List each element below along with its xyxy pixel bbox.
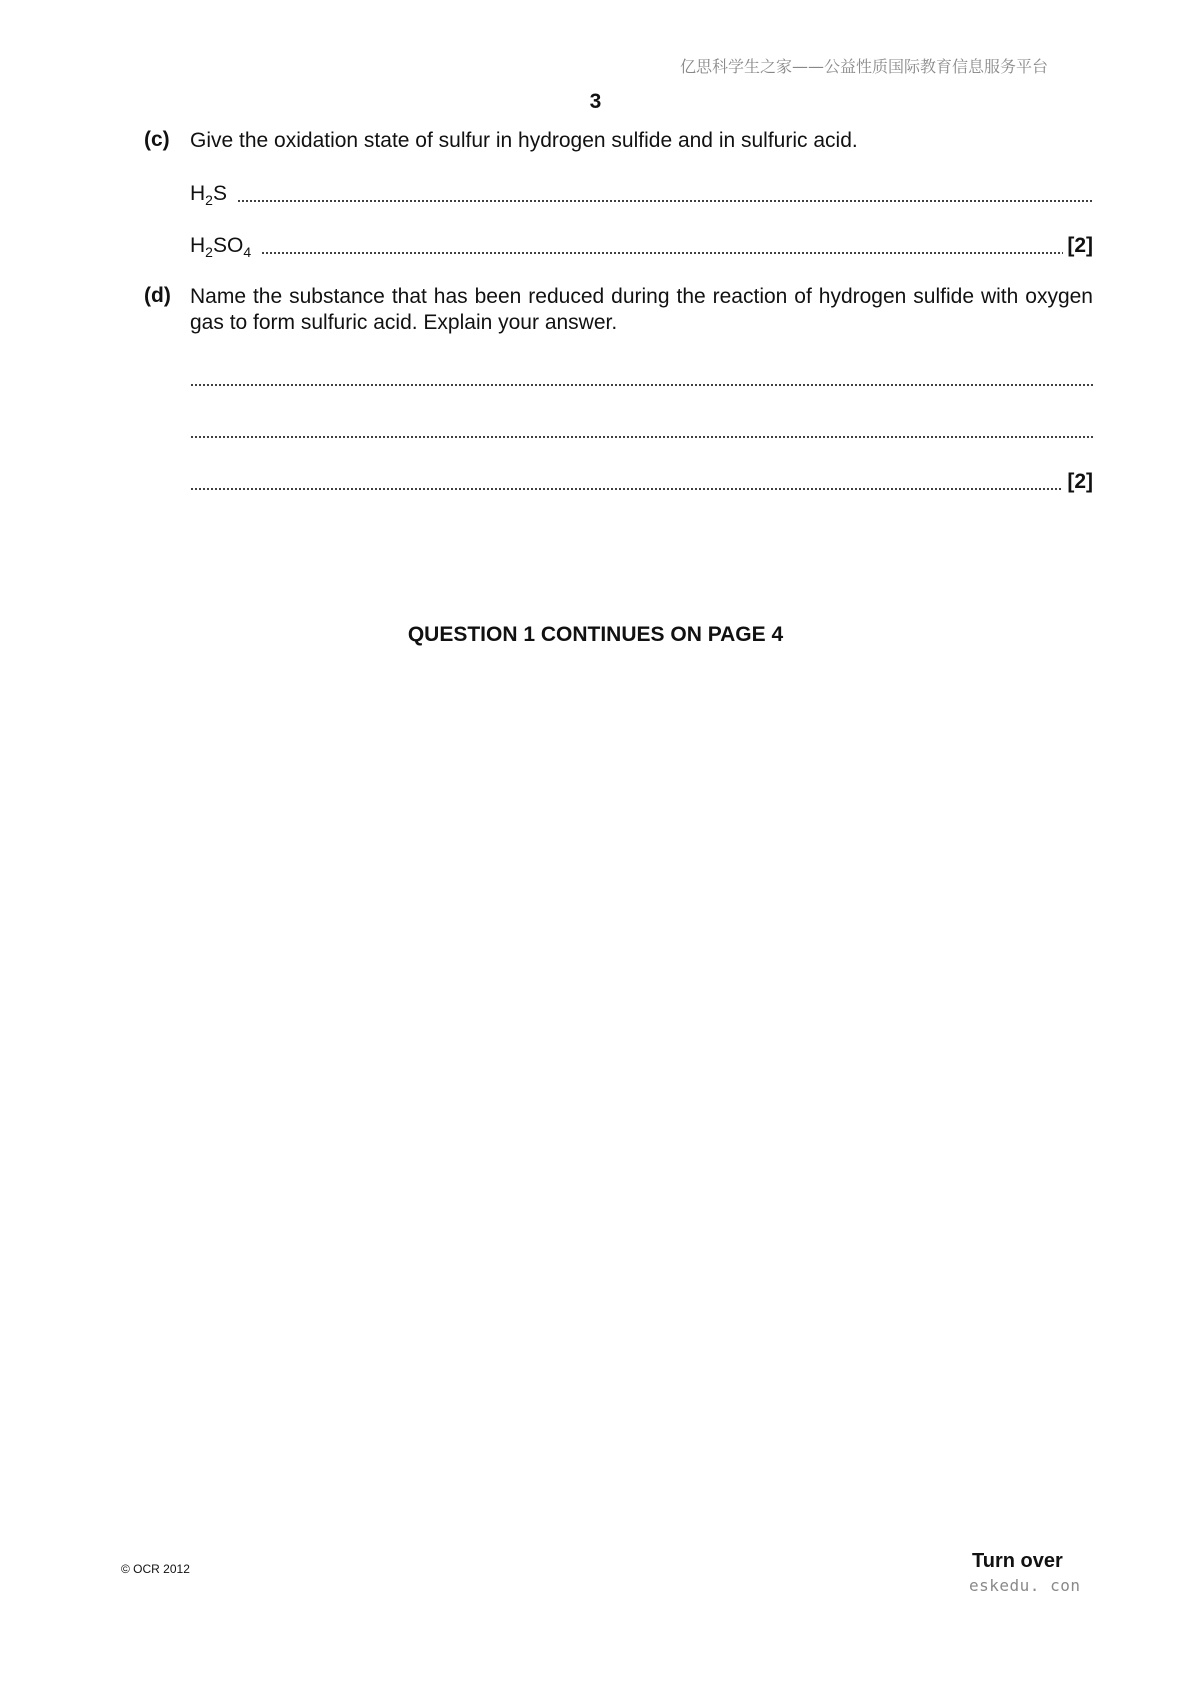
continues-note: QUESTION 1 CONTINUES ON PAGE 4	[407, 623, 784, 646]
formula-h2s: $H_2S$	[190, 182, 227, 208]
copyright: © OCR 2012	[121, 1562, 190, 1576]
page-number: 3	[589, 90, 602, 113]
answer-line-h2s[interactable]	[190, 178, 1093, 206]
dotted-answer-line	[237, 200, 1093, 202]
marks-d: [2]	[1067, 470, 1093, 493]
answer-line-d-3[interactable]	[190, 466, 1093, 494]
watermark-text: 亿思科学生之家——公益性质国际教育信息服务平台	[680, 57, 1049, 76]
dotted-answer-line	[190, 488, 1063, 490]
part-c-label: (c)	[144, 128, 170, 151]
answer-line-d-1[interactable]	[190, 362, 1093, 390]
dotted-answer-line	[190, 436, 1093, 438]
part-c-question: Give the oxidation state of sulfur in hydrogen sulfide and in sulfuric acid.	[190, 129, 858, 152]
part-d-label: (d)	[144, 284, 171, 307]
dotted-answer-line	[190, 384, 1093, 386]
turn-over: Turn over	[972, 1550, 1063, 1572]
marks-c: [2]	[1067, 234, 1093, 257]
answer-line-d-2[interactable]	[190, 414, 1093, 442]
dotted-answer-line	[261, 252, 1063, 254]
answer-line-h2so4[interactable]	[190, 230, 1093, 258]
part-d-question: Name the substance that has been reduced during the reaction of hydrogen sulfide with oxygen gas to form sulfuric acid. Explain your answer.	[190, 285, 1093, 334]
formula-h2so4: $H_2SO_4$	[190, 234, 252, 260]
site-watermark: eskedu. con	[969, 1576, 1081, 1595]
